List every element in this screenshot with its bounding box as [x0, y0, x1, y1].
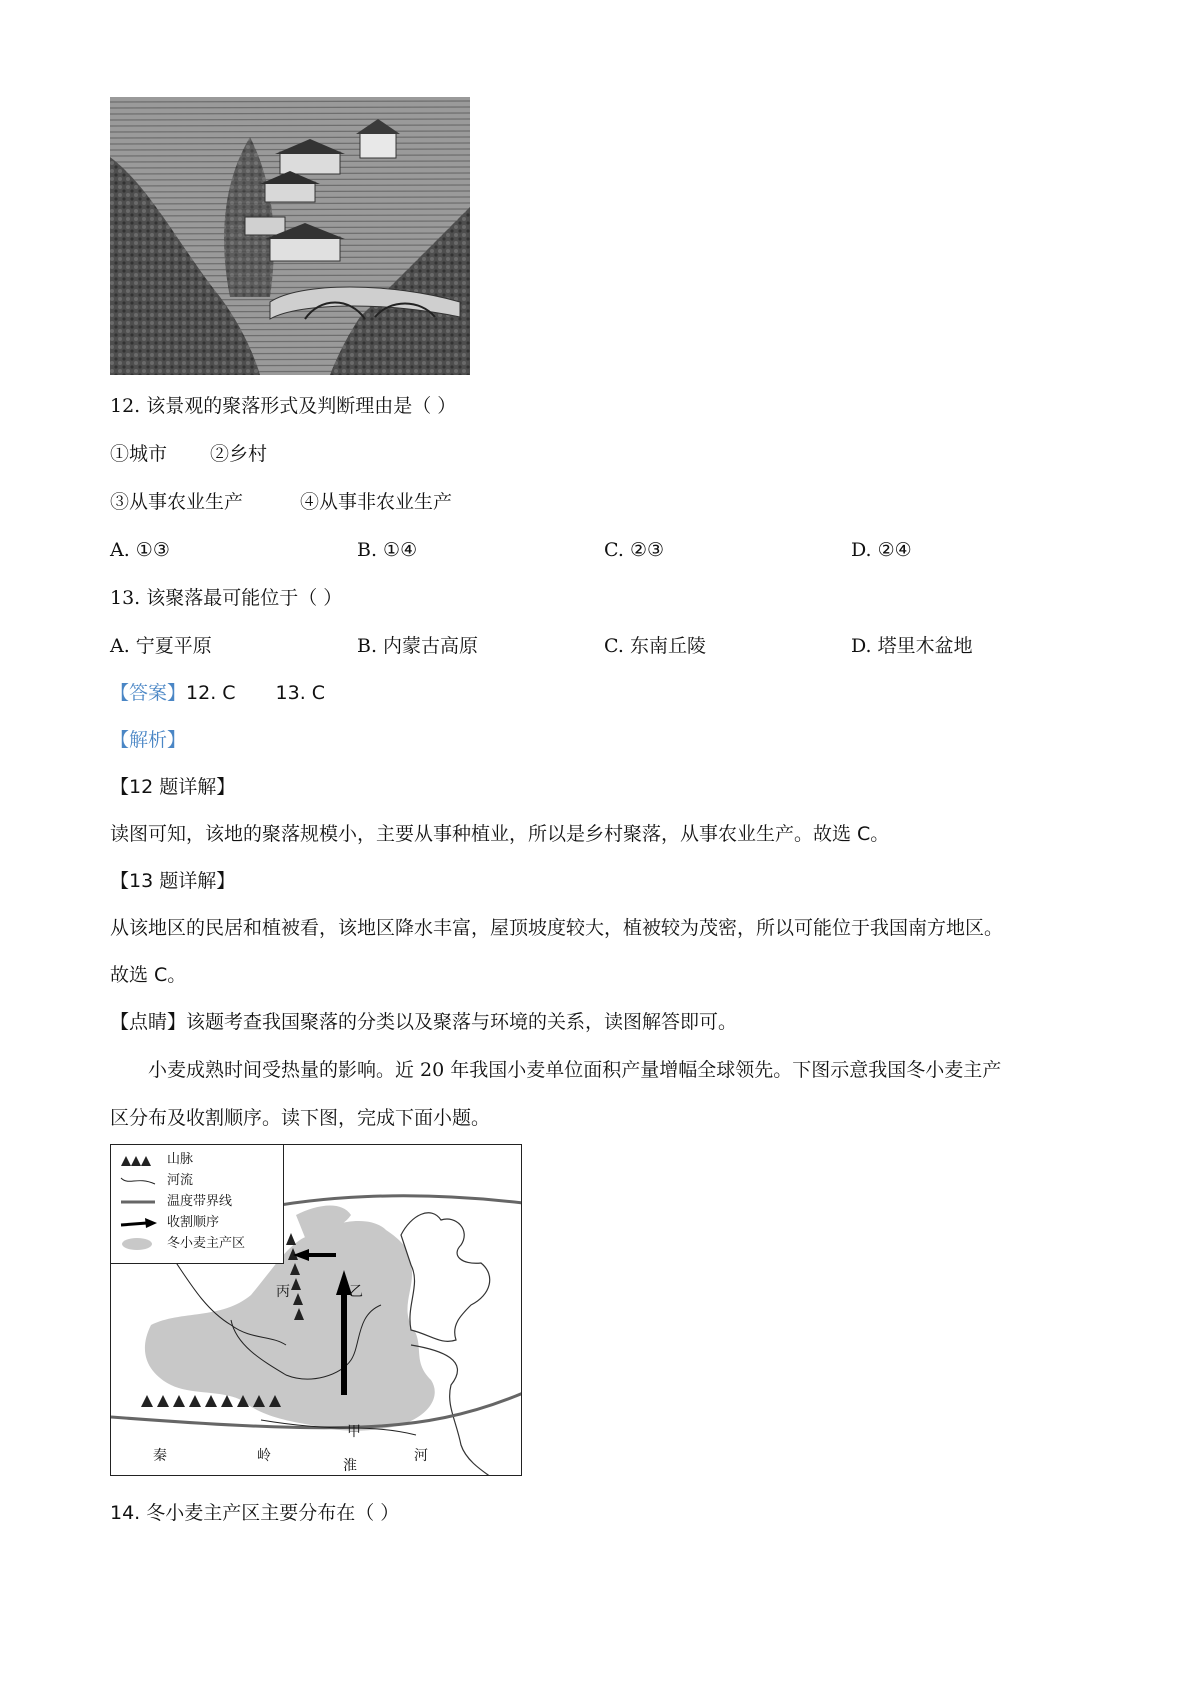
map-label-he: 河: [414, 1448, 428, 1464]
legend-wheat-area: 冬小麦主产区: [119, 1235, 279, 1255]
map-label-ling: 岭: [257, 1448, 271, 1464]
q12-option-c[interactable]: C. ②③: [604, 539, 665, 561]
q12-detail-text: 读图可知，该地的聚落规模小，主要从事种植业，所以是乡村聚落，从事农业生产。故选 C。: [110, 823, 890, 845]
q12-statement-1: ①城市: [110, 443, 168, 465]
mountain-icon: [119, 1153, 159, 1167]
map-legend: [111, 1145, 284, 1264]
village-landscape-photo: [110, 97, 470, 375]
map-label-jia: 甲: [347, 1424, 361, 1440]
q13-detail-heading: 【13 题详解】: [110, 870, 236, 892]
q13-detail-text-2: 故选 C。: [110, 964, 187, 986]
q13-option-d[interactable]: D. 塔里木盆地: [851, 635, 973, 657]
q12-statement-4: ④从事非农业生产: [300, 491, 453, 513]
intro-line-1: 小麦成熟时间受热量的影响。近 20 年我国小麦单位面积产量增幅全球领先。下图示意我国冬小麦主产: [148, 1059, 1002, 1081]
legend-harvest-order: 收割顺序: [119, 1214, 279, 1234]
q13-option-b[interactable]: B. 内蒙古高原: [357, 635, 479, 657]
map-label-qin: 秦: [153, 1448, 167, 1464]
q12-statement-2: ②乡村: [210, 443, 268, 465]
q12-option-b[interactable]: B. ①④: [357, 539, 418, 561]
legend-mountain: 山脉: [119, 1151, 279, 1171]
comment-line: 【点睛】该题考查我国聚落的分类以及聚落与环境的关系，读图解答即可。: [110, 1011, 738, 1033]
analysis-label: 【解析】: [110, 729, 187, 751]
intro-line-2: 区分布及收割顺序。读下图，完成下面小题。: [110, 1107, 491, 1129]
legend-temp-belt: 温度带界线: [119, 1193, 279, 1213]
river-icon: [119, 1174, 159, 1188]
q12-stem: 12. 该景观的聚落形式及判断理由是（ ）: [110, 395, 457, 417]
answer-line: [110, 680, 325, 706]
q14-stem: 14. 冬小麦主产区主要分布在（ ）: [110, 1502, 400, 1524]
map-label-huai: 淮: [343, 1458, 357, 1474]
answer-value-13: 13. C: [275, 682, 326, 704]
coastline: [401, 1213, 490, 1342]
map-label-bing: 丙: [276, 1284, 290, 1300]
temperature-belt-icon: [119, 1195, 159, 1209]
q13-option-c[interactable]: C. 东南丘陵: [604, 635, 706, 657]
q12-option-d[interactable]: D. ②④: [851, 539, 912, 561]
answer-value-12: 12. C: [186, 682, 236, 704]
q13-detail-text-1: 从该地区的民居和植被看，该地区降水丰富，屋顶坡度较大，植被较为茂密，所以可能位于我国南方地区。: [110, 917, 1004, 939]
q13-option-a[interactable]: A. 宁夏平原: [110, 635, 212, 657]
answer-label: 【答案】: [110, 682, 187, 704]
q12-detail-heading: 【12 题详解】: [110, 776, 236, 798]
winter-wheat-map: [110, 1144, 522, 1476]
q13-stem: 13. 该聚落最可能位于（ ）: [110, 587, 343, 609]
arrow-icon: [119, 1216, 159, 1230]
map-label-yi: 乙: [349, 1284, 363, 1300]
q12-statement-3: ③从事农业生产: [110, 491, 244, 513]
legend-river: 河流: [119, 1172, 279, 1192]
wheat-area-icon: [119, 1237, 159, 1251]
q12-option-a[interactable]: A. ①③: [110, 539, 170, 561]
